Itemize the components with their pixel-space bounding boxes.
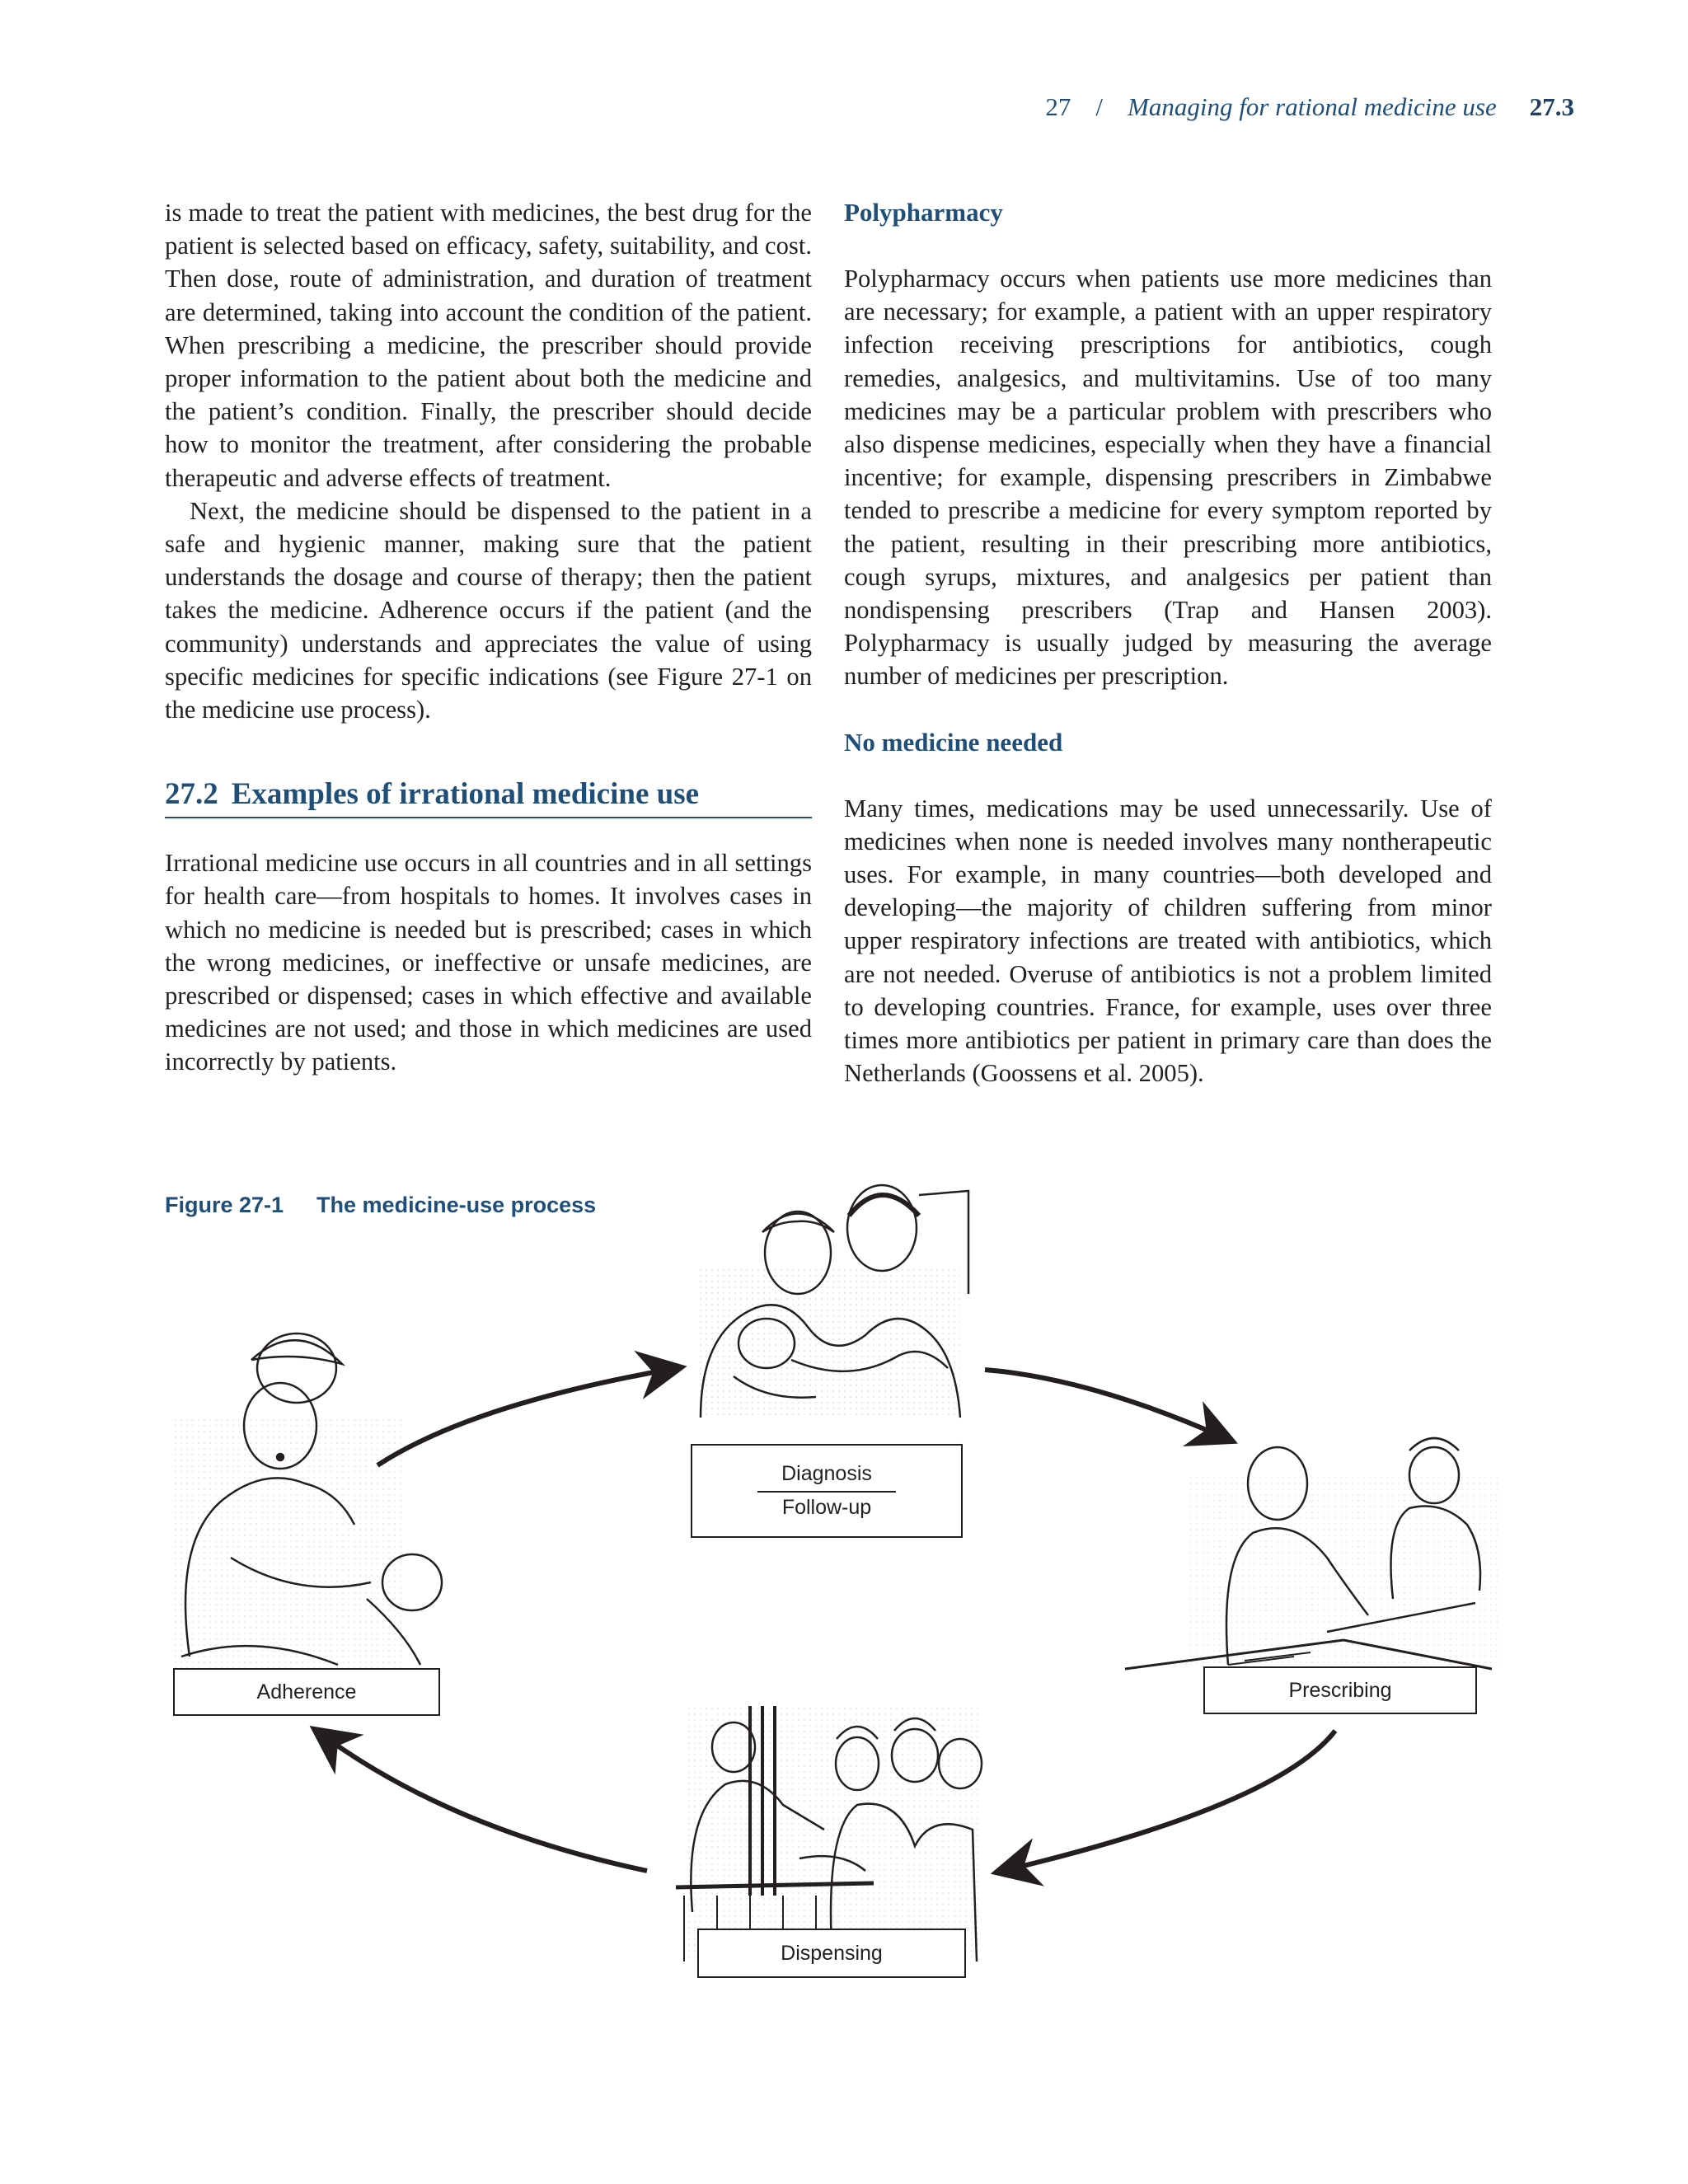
stage-diagnosis-follow-up	[691, 1444, 963, 1538]
medicine-use-cycle-diagram	[157, 1170, 1508, 1994]
arrow-diagnosis-to-prescribing	[985, 1370, 1220, 1436]
section-title: Examples of irrational medicine use	[231, 777, 700, 812]
subheading-no-medicine: No medicine needed	[844, 727, 1063, 757]
section-number: 27.2	[165, 777, 218, 812]
paragraph-irrational-use: Irrational medicine use occurs in all countries and in all settings for health care—from hospitals to homes. It involves cases in which no medicine is needed but is prescribed; cases in which the wrong medicines, or ineffective or unsafe medicines, are prescribed or dispensed; cases in which effective and available medicines are not used; and those in which medicines are used incorrectly by patients.	[165, 849, 812, 1076]
left-column	[165, 196, 812, 1079]
figure-label: Figure 27-1	[165, 1193, 284, 1217]
stage-prescribing	[1203, 1666, 1477, 1714]
stage-divider	[757, 1491, 896, 1493]
diagnosis-illustration	[696, 1185, 968, 1418]
stage-adherence-label: Adherence	[256, 1680, 357, 1704]
dispensing-illustration	[676, 1706, 982, 1961]
section-heading	[165, 776, 812, 818]
adherence-illustration	[173, 1333, 442, 1673]
prescribing-illustration	[1125, 1438, 1500, 1669]
cycle-illustration	[157, 1170, 1508, 1994]
paragraph-no-medicine: Many times, medications may be used unnecessarily. Use of medicines when none is needed involves many nontherapeutic uses. For example, in many countries—both developed and developing—the majority of children suffering from minor upper respiratory infections are treated with antibiotics, which are not needed. Overuse of antibiotics is not a problem limited to developing countries. France, for example, uses over three times more antibiotics per patient in primary care than does the Netherlands (Goossens et al. 2005).	[844, 794, 1492, 1088]
subheading-polypharmacy: Polypharmacy	[844, 198, 1003, 227]
running-title: Managing for rational medicine use	[1128, 92, 1497, 121]
running-header	[874, 92, 1574, 134]
header-separator: /	[1095, 92, 1104, 121]
arrow-adherence-to-diagnosis	[377, 1370, 668, 1465]
arrow-prescribing-to-dispensing	[1010, 1731, 1335, 1869]
stage-follow-up-label: Follow-up	[781, 1496, 872, 1519]
stage-dispensing	[697, 1929, 966, 1978]
figure-title: The medicine-use process	[316, 1193, 597, 1217]
paragraph-dispensing: Next, the medicine should be dispensed to the patient in a safe and hygienic manner, making sure that the patient understands the dosage and course of therapy; then the patient takes the medicine. Adherence occurs if the patient (and the community) understands and appreciates the value of using specific medicines for specific indications (see Figure 27-1 on the medicine use process).	[165, 496, 812, 724]
right-column	[844, 196, 1492, 1090]
stage-prescribing-label: Prescribing	[1288, 1678, 1392, 1702]
stage-adherence	[173, 1668, 440, 1716]
stage-dispensing-label: Dispensing	[781, 1941, 883, 1965]
paragraph-selection: is made to treat the patient with medicines, the best drug for the patient is selected based on efficacy, safety, suitability, and cost. Then dose, route of administration, and duration of treatment are determined, taking into account the condition of the patient. When prescribing a medicine, the prescriber should provide proper information to the patient about both the medicine and the patient’s condition. Finally, the prescriber should decide how to monitor the treatment, after considering the probable therapeutic and adverse effects of treatment.	[165, 199, 812, 492]
chapter-number: 27	[1045, 92, 1071, 121]
arrow-dispensing-to-adherence	[326, 1737, 647, 1871]
page-section-number: 27.3	[1529, 92, 1574, 121]
paragraph-polypharmacy: Polypharmacy occurs when patients use more medicines than are necessary; for example, a patient with an upper respiratory infection receiving prescriptions for antibiotics, cough remedies, analgesics, and multivitamins. Use of too many medicines may be a particular problem with prescribers who also dispense medicines, especially when they have a financial incentive; for example, dispensing prescribers in Zimbabwe tended to prescribe a medicine for every symptom reported by the patient, resulting in their prescribing more antibiotics, cough syrups, mixtures, and analgesics per patient than nondispensing prescribers (Trap and Hansen 2003). Polypharmacy is usually judged by measuring the average number of medicines per prescription.	[844, 265, 1492, 691]
stage-diagnosis-label: Diagnosis	[781, 1462, 872, 1485]
